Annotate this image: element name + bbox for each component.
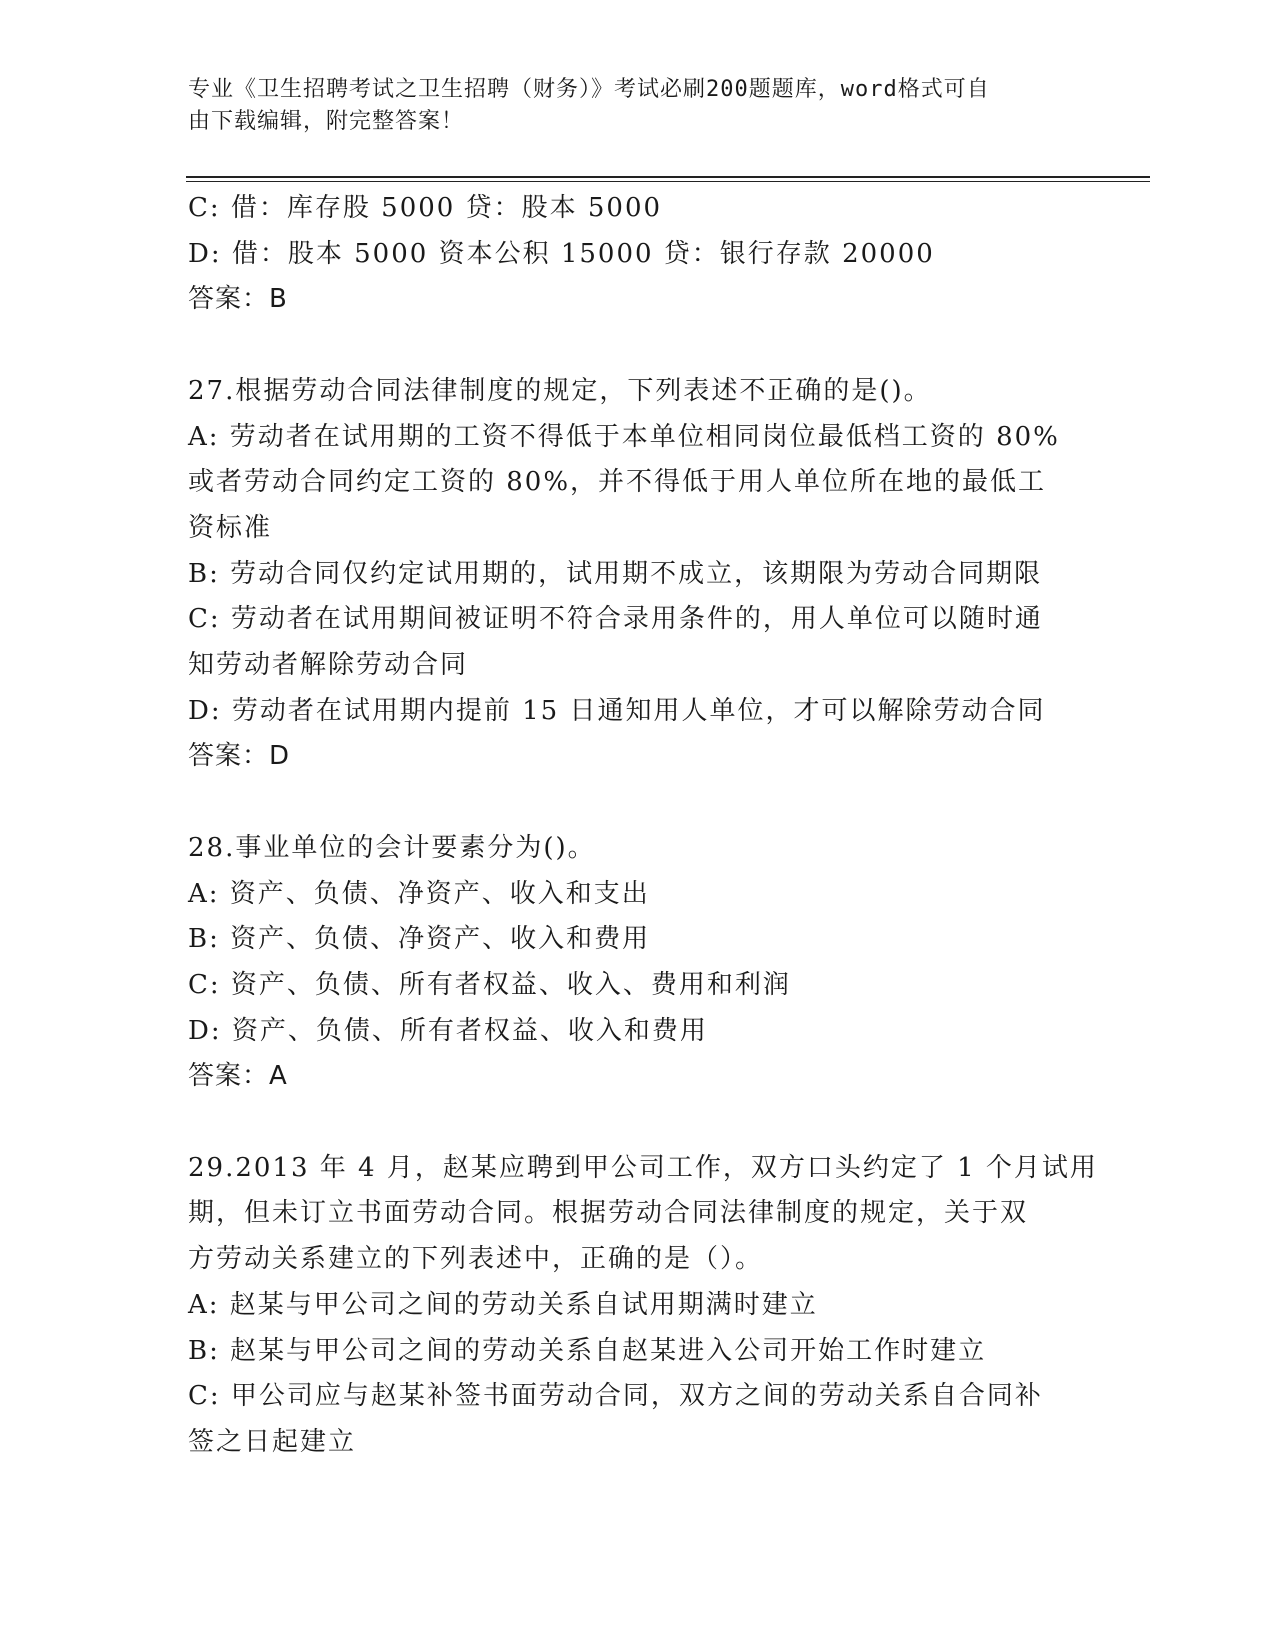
q27-option-b: B: 劳动合同仅约定试用期的，试用期不成立，该期限为劳动合同期限 [188,558,1043,589]
q27-option-d: D: 劳动者在试用期内提前 15 日通知用人单位，才可以解除劳动合同 [188,695,1046,726]
q29-option-a: A: 赵某与甲公司之间的劳动关系自试用期满时建立 [188,1289,818,1320]
spacer [188,780,1088,826]
q29-stem-line-1: 29.2013 年 4 月，赵某应聘到甲公司工作，双方口头约定了 1 个月试用 [188,1152,1098,1183]
spacer [188,323,1088,369]
q29-option-b: B: 赵某与甲公司之间的劳动关系自赵某进入公司开始工作时建立 [188,1335,987,1366]
q26-option-d: D: 借：股本 5000 资本公积 15000 贷：银行存款 20000 [188,238,935,269]
q26-answer: 答案：B [188,284,288,315]
q28-option-b: B: 资产、负债、净资产、收入和费用 [188,924,651,955]
q29-option-c-line-1: C: 甲公司应与赵某补签书面劳动合同，双方之间的劳动关系自合同补 [188,1381,1043,1412]
q29-stem-line-3: 方劳动关系建立的下列表述中，正确的是（）。 [188,1244,764,1275]
q27-option-a-line-3: 资标准 [188,512,273,543]
q28-stem: 28.事业单位的会计要素分为()。 [188,832,596,863]
header-rule-thick [186,176,1150,178]
q29-stem-line-2: 期，但未订立书面劳动合同。根据劳动合同法律制度的规定，关于双 [188,1198,1029,1229]
q28-answer: 答案：A [188,1061,288,1092]
q29-option-c-line-2: 签之日起建立 [188,1426,357,1457]
document-header [188,74,1088,138]
spacer [188,1100,1088,1146]
document-body [188,186,1098,1466]
q27-option-c-line-1: C: 劳动者在试用期间被证明不符合录用条件的，用人单位可以随时通 [188,604,1043,635]
header-rule-thin [186,181,1150,182]
q27-option-a-line-2: 或者劳动合同约定工资的 80%，并不得低于用人单位所在地的最低工 [188,467,1047,498]
q28-option-a: A: 资产、负债、净资产、收入和支出 [188,878,650,909]
q27-option-a-line-1: A: 劳动者在试用期的工资不得低于本单位相同岗位最低档工资的 80% [188,421,1060,452]
q26-option-c: C: 借：库存股 5000 贷：股本 5000 [188,193,663,223]
q28-option-c: C: 资产、负债、所有者权益、收入、费用和利润 [188,969,791,1000]
header-line-1: 专业《卫生招聘考试之卫生招聘（财务）》考试必刷200题题库，word格式可自 [188,77,990,102]
header-line-2: 由下载编辑，附完整答案！ [188,109,465,134]
q27-answer: 答案：D [188,741,291,772]
q28-option-d: D: 资产、负债、所有者权益、收入和费用 [188,1015,708,1046]
q27-stem: 27.根据劳动合同法律制度的规定，下列表述不正确的是()。 [188,375,932,406]
q27-option-c-line-2: 知劳动者解除劳动合同 [188,650,469,681]
